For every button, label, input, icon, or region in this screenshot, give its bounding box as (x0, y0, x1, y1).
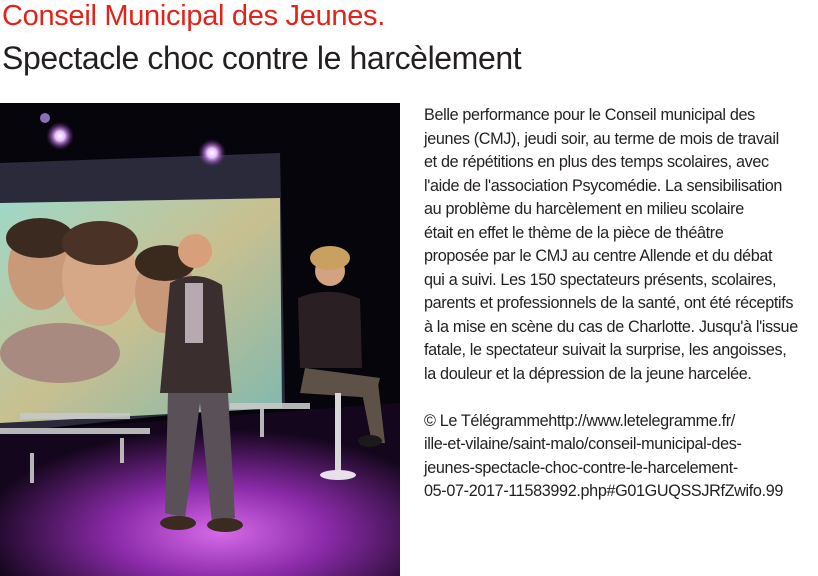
body-line: fatale, le spectateur suivait la surprise, les angoisses, (424, 341, 787, 359)
source-credit (424, 410, 816, 504)
credit-line: © Le Télégrammehttp://www.letelegramme.fr/ (424, 411, 735, 430)
stage-light-right (198, 139, 226, 167)
body-line: jeunes (CMJ), jeudi soir, au terme de mois de travail (424, 129, 779, 148)
article-body (424, 104, 816, 504)
credit-line: jeunes-spectacle-choc-contre-le-harcelement- (424, 458, 738, 477)
body-line: et de répétitions en plus des temps scolaires, avec (424, 153, 769, 171)
stage-photo (0, 103, 400, 576)
stage-light-left (46, 122, 74, 150)
body-line: Belle performance pour le Conseil municipal des (424, 106, 755, 124)
body-line: l'aide de l'association Psycomédie. La sensibilisation (424, 176, 783, 195)
body-line: au problème du harcèlement en milieu scolaire (424, 200, 744, 218)
body-line: proposée par le CMJ au centre Allende et du débat (424, 247, 773, 265)
body-line: la douleur et la dépression de la jeune harcelée. (424, 364, 752, 383)
body-line: à la mise en scène du cas de Charlotte. Jusqu'à l'issue (424, 317, 798, 336)
credit-line: ille-et-vilaine/saint-malo/conseil-municipal-des- (424, 435, 742, 453)
body-line: parents et professionnels de la santé, ont été réceptifs (424, 294, 794, 312)
body-line: qui a suivi. Les 150 spectateurs présents, scolaires, (424, 270, 777, 289)
credit-line: 05-07-2017-11583992.php#G01GUQSSJRfZwifo.99 (424, 482, 783, 500)
kicker-title: Conseil Municipal des Jeunes. (2, 0, 386, 32)
body-line: était en effet le thème de la pièce de théâtre (424, 223, 724, 242)
headline: Spectacle choc contre le harcèlement (2, 40, 522, 76)
